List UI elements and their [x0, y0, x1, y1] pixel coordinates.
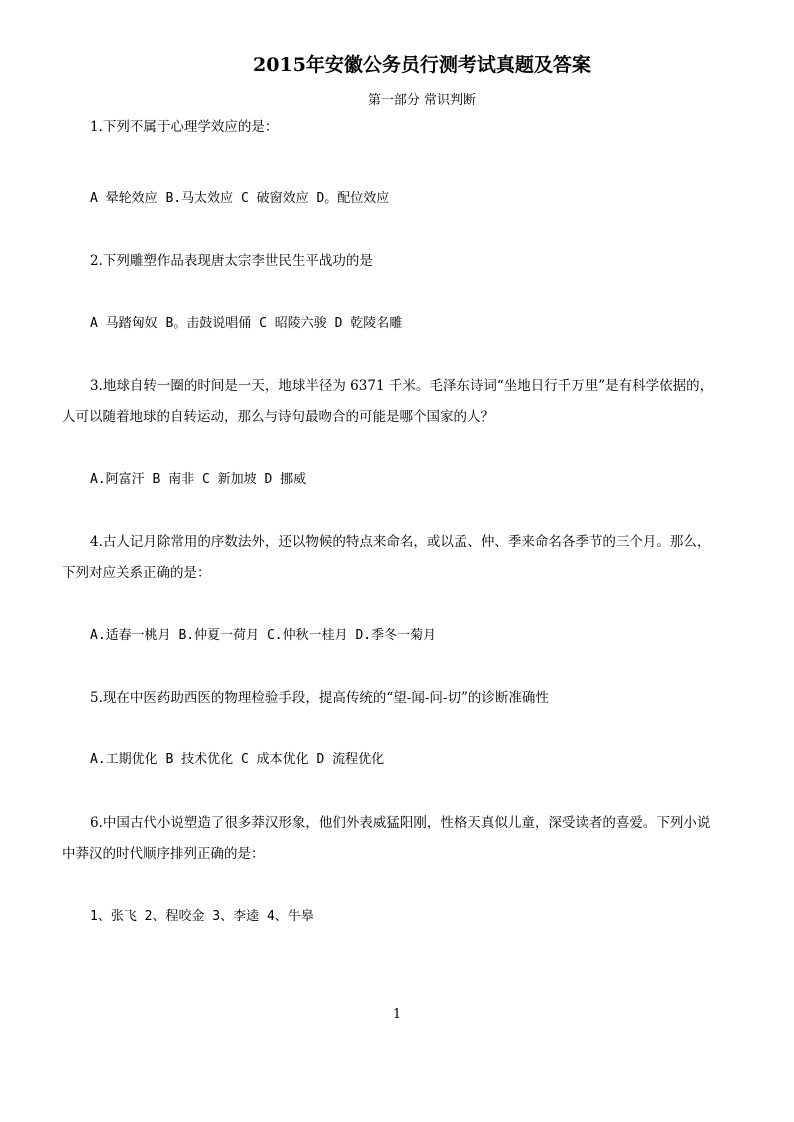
question-4-options: A.适春一桃月 B.仲夏一荷月 C.仲秋一桂月 D.季冬一菊月 [90, 628, 437, 643]
question-6-stem-line-1: 6.中国古代小说塑造了很多莽汉形象，他们外表威猛阳刚，性格天真似儿童，深受读者的喜爱。下列小说 [90, 815, 711, 831]
page-number: 1 [392, 1007, 402, 1022]
question-6-options: 1、张飞 2、程咬金 3、李逵 4、牛皋 [90, 909, 314, 924]
document-title: 2015年安徽公务员行测考试真题及答案 [253, 54, 591, 76]
question-5-options: A.工期优化 B 技术优化 C 成本优化 D 流程优化 [90, 752, 385, 767]
question-2-options: A 马踏匈奴 B。击鼓说唱俑 C 昭陵六骏 D 乾陵名雕 [90, 316, 403, 331]
question-5-stem: 5.现在中医药助西医的物理检验手段，提高传统的“望-闻-问-切”的诊断准确性 [90, 690, 549, 706]
question-4-stem-line-1: 4.古人记月除常用的序数法外，还以物候的特点来命名，或以孟、仲、季来命名各季节的三个月。那么， [90, 534, 711, 550]
section-heading: 第一部分 常识判断 [367, 93, 477, 108]
question-2-stem: 2.下列雕塑作品表现唐太宗李世民生平战功的是 [90, 253, 373, 269]
question-3-stem-line-1: 3.地球自转一圈的时间是一天，地球半径为 6371 千米。毛泽东诗词“坐地日行千万里”是有科学依据的， [90, 378, 714, 394]
question-1-stem: 1.下列不属于心理学效应的是： [90, 119, 279, 135]
question-1-options: A 晕轮效应 B.马太效应 C 破窗效应 D。配位效应 [90, 191, 390, 206]
question-6-stem-line-2: 中莽汉的时代顺序排列正确的是： [62, 846, 265, 862]
question-3-stem-line-2: 人可以随着地球的自转运动，那么与诗句最吻合的可能是哪个国家的人？ [62, 409, 494, 425]
question-3-options: A.阿富汗 B 南非 C 新加坡 D 挪威 [90, 472, 307, 487]
question-4-stem-line-2: 下列对应关系正确的是： [62, 565, 211, 581]
